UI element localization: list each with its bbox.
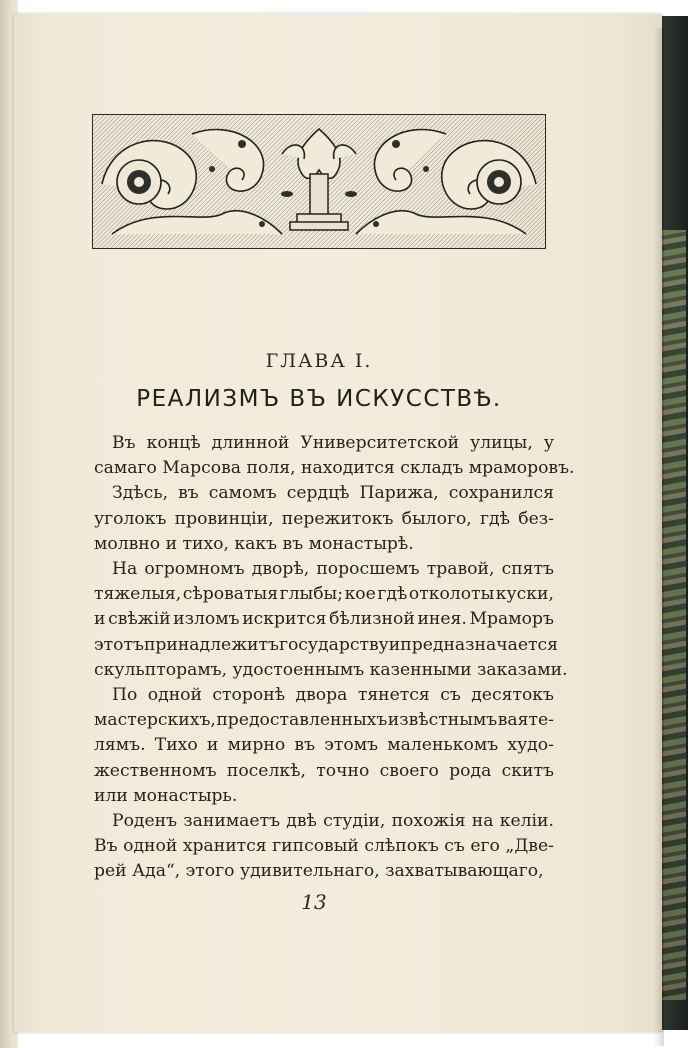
text-line: лямъ. Тихо и мирно въ этомъ маленькомъ худо- <box>94 735 554 756</box>
text-line: По одной сторонѣ двора тянется съ десятокъ <box>112 685 554 706</box>
text-line: и свѣжій изломъ искрится бѣлизной инея. Мраморъ <box>94 609 554 630</box>
text-line: мастерскихъ, предоставленныхъ извѣстнымъ ваяте- <box>94 710 554 731</box>
page-number: 13 <box>301 890 327 914</box>
text-line: жественномъ поселкѣ, точно своего рода скитъ <box>94 760 554 781</box>
text-line: или монастырь. <box>94 785 238 806</box>
text-line: скульпторамъ, удостоеннымъ казенными заказами. <box>94 659 568 680</box>
text-line: Роденъ занимаетъ двѣ студіи, похожія на келіи. <box>112 811 554 832</box>
text-line: молвно и тихо, какъ въ монастырѣ. <box>94 533 414 554</box>
paragraph <box>94 557 568 683</box>
text-line: На огромномъ дворѣ, поросшемъ травой, спятъ <box>112 559 554 580</box>
text-line: самаго Марсова поля, находится складъ мраморовъ. <box>94 458 575 479</box>
paragraph <box>94 431 575 481</box>
paragraph <box>94 481 554 557</box>
text-line: уголокъ провинціи, пережитокъ былого, гдѣ без- <box>94 508 554 529</box>
text-line: этотъ принадлежитъ государству и предназначается <box>94 634 559 655</box>
text-line: рей Ада“, этого удивительнаго, захватывающаго, <box>94 861 544 882</box>
book-page <box>14 14 662 1032</box>
page-gutter-shadow <box>654 28 664 1046</box>
text-line: Здѣсь, въ самомъ сердцѣ Парижа, сохранился <box>112 483 554 504</box>
ornament-headpiece <box>92 114 546 249</box>
chapter-number: ГЛАВА I. <box>265 350 373 372</box>
chapter-title: РЕАЛИЗМЪ ВЪ ИСКУССТВѢ. <box>136 386 502 412</box>
paragraph <box>94 683 554 809</box>
body-text <box>94 431 575 885</box>
text-line: Въ концѣ длинной Университетской улицы, у <box>112 433 554 453</box>
paragraph <box>94 809 554 885</box>
text-line: тяжелыя, сѣроватыя глыбы; кое гдѣ отколоты куски, <box>94 584 554 605</box>
text-line: Въ одной хранится гипсовый слѣпокъ съ его „Две- <box>94 836 554 857</box>
